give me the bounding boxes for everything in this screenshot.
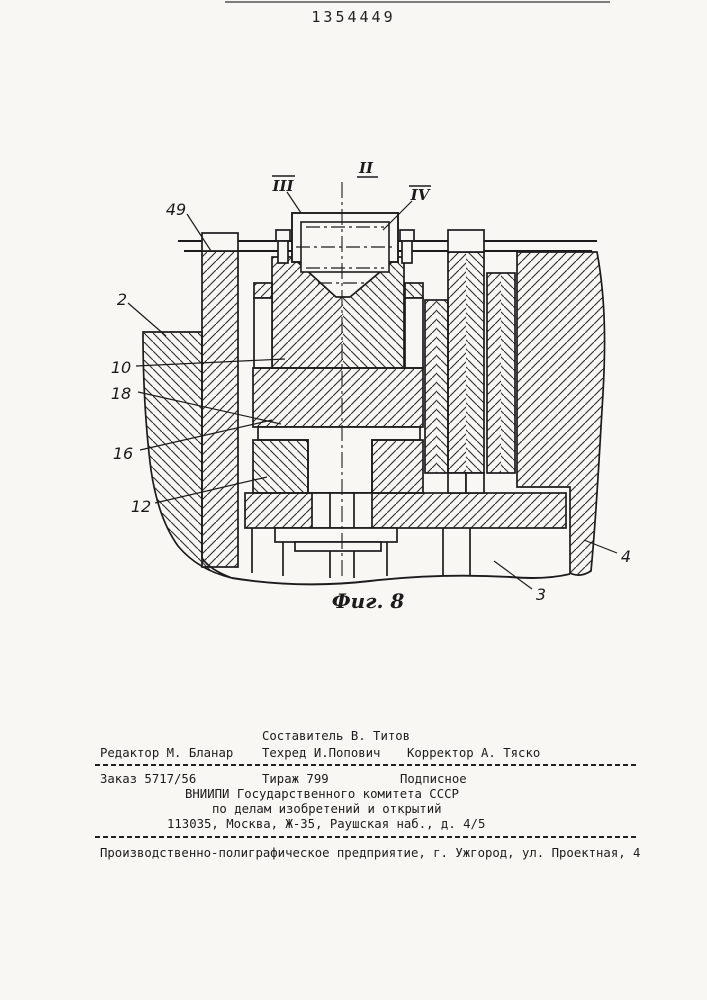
part-label-10: 10: [110, 358, 132, 377]
imprint-techred: Техред И.Попович: [262, 746, 381, 760]
imprint-subscription: Подписное: [400, 772, 467, 786]
part-label-16: 16: [112, 444, 134, 463]
separator-line-top: [95, 764, 637, 766]
figure-geometry: [128, 176, 617, 589]
part-label-3: 3: [535, 585, 547, 604]
imprint-tirage: Тираж 799: [262, 772, 329, 786]
part-label-12: 12: [130, 497, 152, 516]
imprint-corrector: Корректор А. Тяско: [407, 746, 541, 760]
view-label-ii: II: [358, 159, 374, 177]
imprint-org-line1: ВНИИПИ Государственного комитета СССР: [185, 787, 459, 801]
imprint-printer: Производственно-полиграфическое предприятие, г. Ужгород, ул. Проектная, 4: [100, 846, 641, 860]
figure-caption: Фиг. 8: [331, 589, 405, 613]
imprint-editor: Редактор М. Бланар: [100, 746, 234, 760]
imprint-compiler: Составитель В. Титов: [262, 729, 411, 743]
patent-number: 1354449: [311, 8, 396, 26]
part-label-2: 2: [116, 290, 128, 309]
view-label-iv: IV: [410, 186, 430, 204]
imprint-address: 113035, Москва, Ж-35, Раушская наб., д. 4/5: [167, 817, 486, 831]
part-label-4: 4: [620, 547, 632, 566]
imprint-order: Заказ 5717/56: [100, 772, 197, 786]
part-label-49: 49: [165, 200, 187, 219]
part-label-18: 18: [110, 384, 132, 403]
view-label-iii: III: [272, 177, 294, 195]
separator-line-bottom: [95, 836, 637, 838]
imprint-org-line2: по делам изобретений и открытий: [212, 802, 442, 816]
